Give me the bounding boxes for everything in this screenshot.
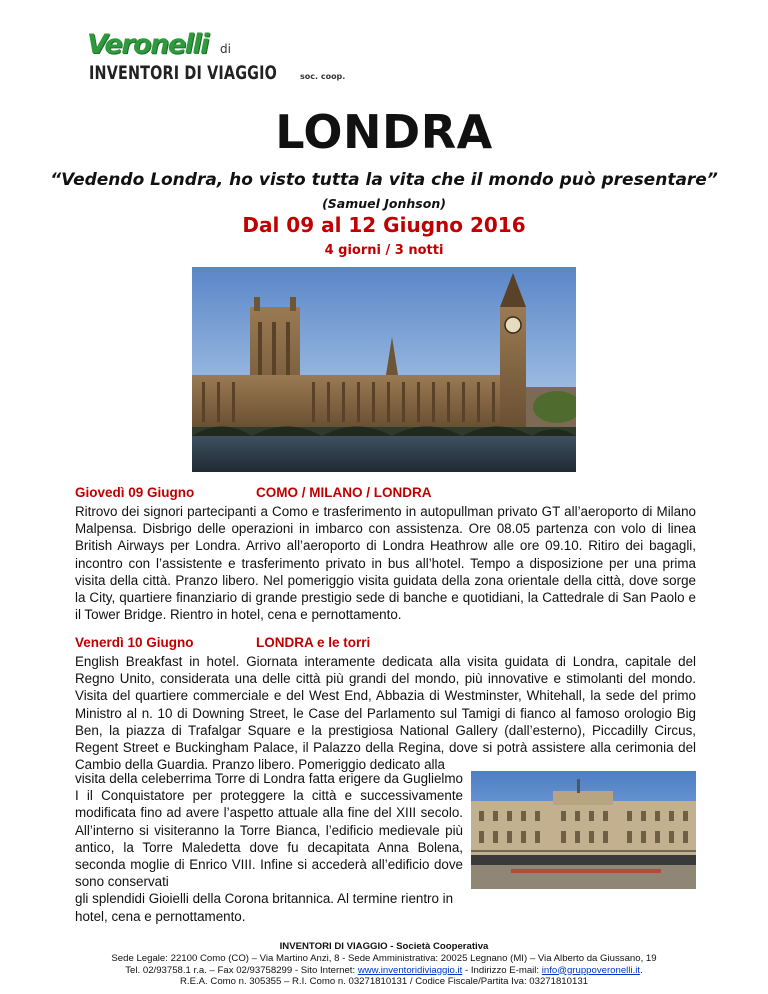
day-2-place: LONDRA e le torri — [256, 635, 371, 650]
logo-di: di — [220, 42, 231, 56]
trip-dates: Dal 09 al 12 Giugno 2016 — [242, 213, 526, 237]
footer — [0, 941, 768, 988]
page-title: LONDRA — [275, 105, 493, 159]
company-logo — [87, 30, 347, 86]
footer-website-link[interactable]: www.inventoridiviaggio.it — [357, 964, 463, 976]
trip-duration: 4 giorni / 3 notti — [324, 243, 444, 258]
photo-buckingham-palace — [471, 771, 696, 889]
quote-author: (Samuel Jonhson) — [322, 196, 446, 211]
footer-email-link[interactable]: info@gruppoveronelli.it — [541, 964, 641, 976]
footer-email-label: - Indirizzo E-mail: — [462, 964, 542, 976]
day-2-description-c: gli splendidi Gioielli della Corona britannica. Al termine rientro in hotel, cena e pernottamento. — [75, 891, 454, 924]
quote: “Vedendo Londra, ho visto tutta la vita che il mondo può presentare” — [50, 170, 718, 190]
footer-contacts — [0, 965, 768, 977]
footer-address: Sede Legale: 22100 Como (CO) – Via Martino Anzi, 8 - Sede Amministrativa: 20025 Legnano (MI) – Via Alberto da Giussano, 19 — [111, 952, 657, 964]
day-1-date: Giovedì 09 Giugno — [75, 485, 195, 500]
day-2-header — [75, 635, 371, 650]
footer-company: INVENTORI DI VIAGGIO - Società Cooperativa — [279, 941, 489, 952]
logo-brand: Veronelli — [87, 29, 208, 60]
photo-houses-of-parliament — [192, 267, 576, 472]
day-1-place: COMO / MILANO / LONDRA — [256, 485, 432, 500]
logo-company-name: INVENTORI DI VIAGGIO — [89, 62, 277, 84]
day-1-description: Ritrovo dei signori partecipanti a Como e trasferimento in autopullman privato GT all’aeroporto di Milano Malpensa. Disbrigo delle operazioni in imbarco con assistenza. Ore 08.05 partenza con volo di linea British Airways per Londra. Arrivo all’aeroporto di Londra Heathrow alle ore 09.10. Ritiro dei bagagli, incontro con l’assistente e trasferimento privato in bus all’hotel. Tempo a disposizione per una prima visita della città. Pranzo libero. Nel pomeriggio visita guidata della zona orientale della città, dove sorge la City, quartiere finanziario di grande prestigio sede di banche e quotidiani, la Cattedrale di San Paolo e il Tower Bridge. Rientro in hotel, cena e pernottamento. — [75, 504, 696, 623]
day-1-header — [75, 485, 432, 500]
footer-registry: R.E.A. Como n. 305355 – R.I. Como n. 03271810131 / Codice Fiscale/Partita Iva: 03271810131 — [180, 976, 588, 988]
logo-suffix: soc. coop. — [300, 72, 346, 81]
day-2-description-b: visita della celeberrima Torre di Londra fatta erigere da Guglielmo I il Conquistatore per proteggere la città e successivamente modificata fino ad avere l’aspetto attuale alla fine del XIII secolo. All’interno si visiteranno la Torre Bianca, l’edificio medievale più antico, la Torre Maledetta dove fu decapitata Anna Bolena, seconda moglie di Enrico VIII. Infine si accederà all’edificio dove sono conservati — [75, 771, 463, 890]
day-2-description: English Breakfast in hotel. Giornata interamente dedicata alla visita guidata di Londra, capitale del Regno Unito, considerata una delle città più grandi del mondo, più innovative e stimolanti del mondo. Visita del quartiere commerciale e del West End, Abbazia di Westminster, Whitehall, la sede del primo Ministro al n. 10 di Downing Street, le Case del Parlamento sul Tamigi di fianco al famoso orologio Big Ben, la piazza di Trafalgar Square e la prestigiosa National Gallery (dall’esterno), Piccadilly Circus, Regent Street e Buckingham Palace, il Palazzo della Regina, dove si potrà assistere alla cerimonia del Cambio della Guardia. Pranzo libero. Pomeriggio dedicato alla — [75, 654, 696, 773]
day-2-date: Venerdì 10 Giugno — [75, 635, 194, 650]
day-2-description-cont — [75, 770, 463, 925]
footer-period: . — [640, 964, 643, 976]
footer-phone: Tel. 02/93758.1 r.a. – Fax 02/93758299 - Sito Internet: — [125, 964, 358, 976]
